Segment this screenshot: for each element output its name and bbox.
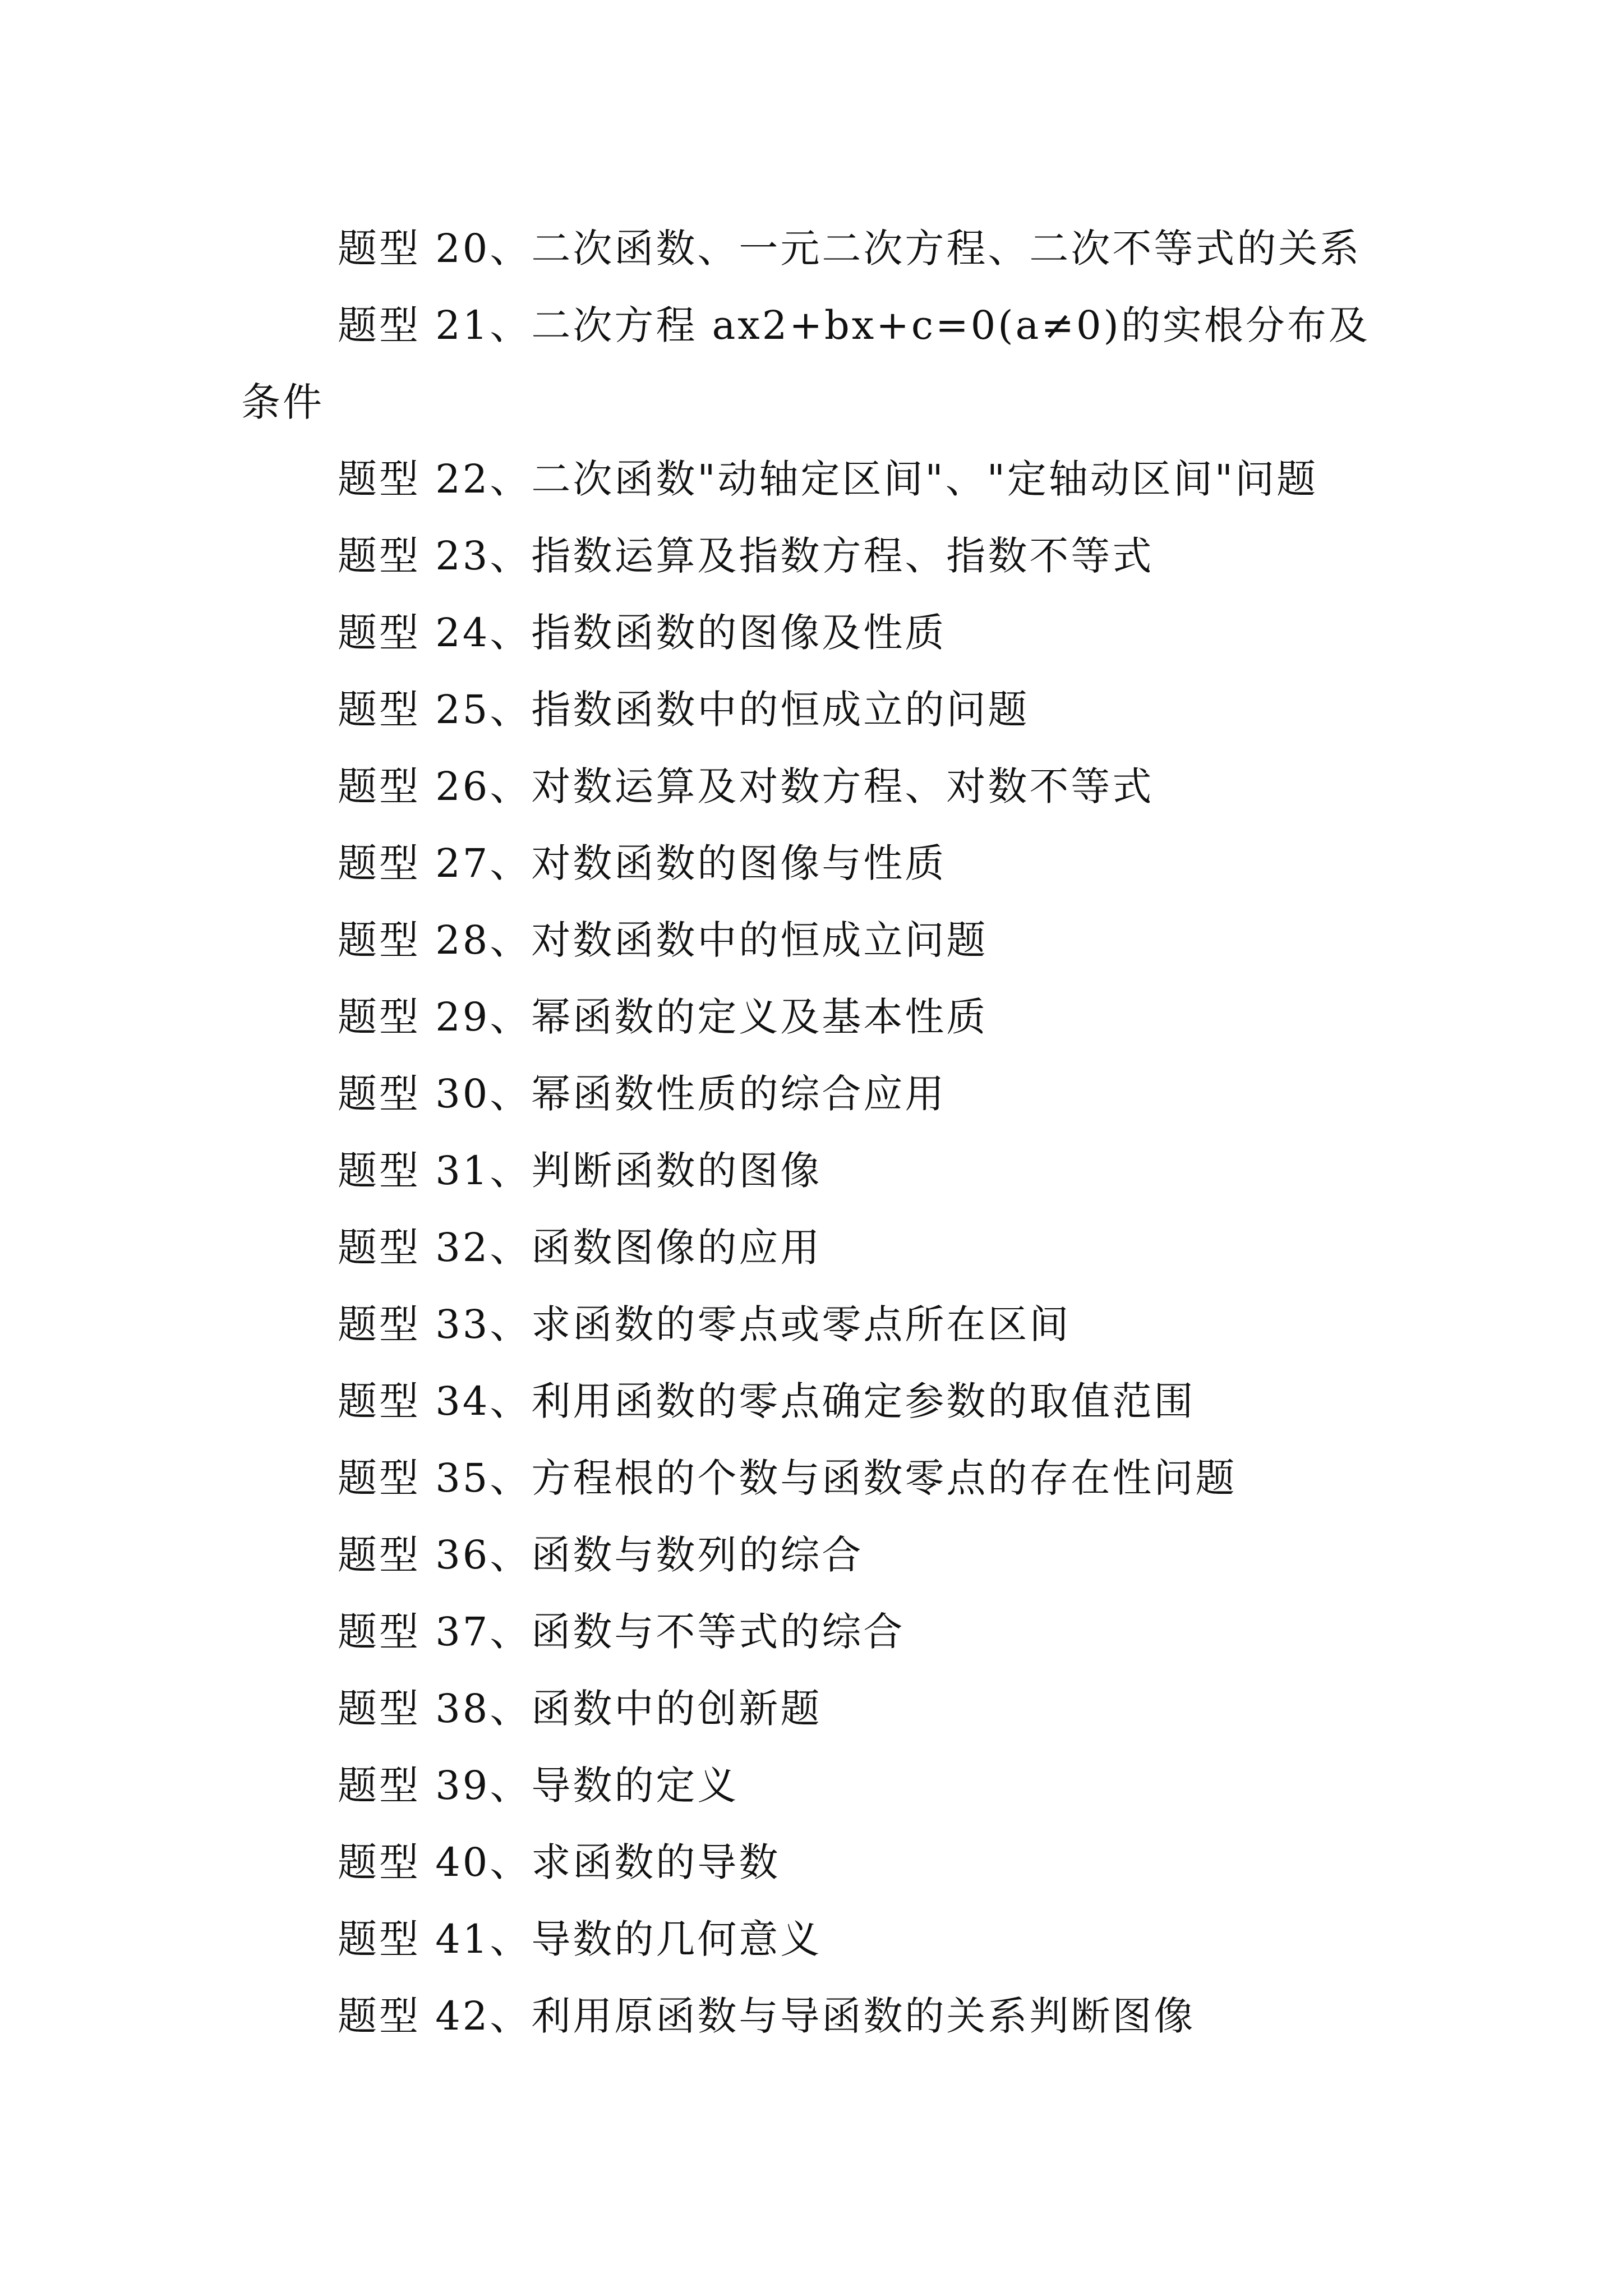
topic-line-22: 题型 22、二次函数"动轴定区间"、"定轴动区间"问题 xyxy=(338,456,1318,502)
topic-line-25: 题型 25、指数函数中的恒成立的问题 xyxy=(338,687,1030,733)
topic-line-20: 题型 20、二次函数、一元二次方程、二次不等式的关系 xyxy=(338,226,1362,272)
topic-line-41: 题型 41、导数的几何意义 xyxy=(338,1916,822,1962)
topic-line-31: 题型 31、判断函数的图像 xyxy=(338,1148,822,1194)
topic-line-40: 题型 40、求函数的导数 xyxy=(338,1839,781,1885)
topic-line-21: 题型 21、二次方程 ax2+bx+c=0(a≠0)的实根分布及条件 xyxy=(241,302,1370,425)
topic-line-27: 题型 27、对数函数的图像与性质 xyxy=(338,840,947,886)
topic-line-34: 题型 34、利用函数的零点确定参数的取值范围 xyxy=(338,1378,1196,1424)
topic-list xyxy=(241,210,1391,2055)
topic-line-32: 题型 32、函数图像的应用 xyxy=(338,1225,822,1271)
topic-line-42: 题型 42、利用原函数与导函数的关系判断图像 xyxy=(338,1993,1196,2039)
topic-line-23: 题型 23、指数运算及指数方程、指数不等式 xyxy=(338,533,1154,579)
topic-line-35: 题型 35、方程根的个数与函数零点的存在性问题 xyxy=(338,1455,1237,1501)
topic-line-36: 题型 36、函数与数列的综合 xyxy=(338,1532,864,1578)
topic-line-24: 题型 24、指数函数的图像及性质 xyxy=(338,610,947,656)
topic-line-30: 题型 30、幂函数性质的综合应用 xyxy=(338,1071,947,1117)
topic-line-26: 题型 26、对数运算及对数方程、对数不等式 xyxy=(338,763,1154,809)
topic-line-38: 题型 38、函数中的创新题 xyxy=(338,1686,822,1732)
topic-line-37: 题型 37、函数与不等式的综合 xyxy=(338,1609,905,1655)
topic-line-33: 题型 33、求函数的零点或零点所在区间 xyxy=(338,1301,1071,1347)
topic-line-39: 题型 39、导数的定义 xyxy=(338,1763,739,1809)
topic-line-28: 题型 28、对数函数中的恒成立问题 xyxy=(338,917,988,963)
topic-line-29: 题型 29、幂函数的定义及基本性质 xyxy=(338,994,988,1040)
